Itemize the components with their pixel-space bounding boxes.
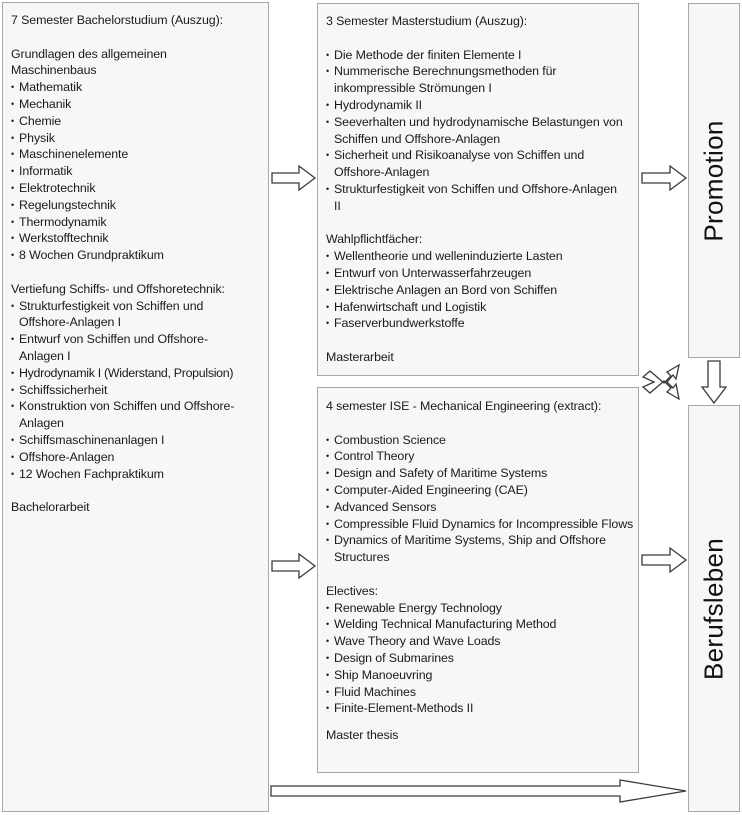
arrow-right-icon bbox=[271, 553, 317, 579]
arrow-right-icon bbox=[641, 165, 688, 191]
bachelor-basics-list bbox=[11, 79, 262, 264]
list-item: • Elektrische Anlagen an Bord von Schiffen bbox=[326, 282, 634, 299]
arrow-right-icon bbox=[641, 547, 688, 573]
list-item: • Strukturfestigkeit von Schiffen und Offshore-Anlagen II bbox=[326, 181, 619, 215]
list-item: • Chemie bbox=[11, 113, 262, 130]
list-item: • Wellentheorie und welleninduzierte Lasten bbox=[326, 248, 634, 265]
list-item: • Entwurf von Unterwasserfahrzeugen bbox=[326, 265, 634, 282]
list-item: • Entwurf von Schiffen und Offshore-Anlagen I bbox=[11, 331, 244, 365]
list-item: • Design and Safety of Maritime Systems bbox=[326, 465, 635, 482]
diagonal-double-arrow-icon bbox=[642, 362, 686, 402]
list-item: • Nummerische Berechnungsmethoden für inkompressible Strömungen I bbox=[326, 63, 594, 97]
ise-title: 4 semester ISE - Mechanical Engineering (extract): bbox=[326, 399, 602, 413]
bachelor-specialization-list bbox=[11, 298, 261, 483]
arrow-long-right-icon bbox=[270, 779, 688, 805]
list-item: • Control Theory bbox=[326, 448, 635, 465]
list-item: • Konstruktion von Schiffen und Offshore-Anlagen bbox=[11, 398, 271, 432]
list-item: • Physik bbox=[11, 130, 262, 147]
ise-electives-list bbox=[326, 600, 635, 718]
bachelor-thesis: Bachelorarbeit bbox=[11, 500, 90, 515]
career-box bbox=[688, 405, 740, 812]
list-item: • Die Methode der finiten Elemente I bbox=[326, 47, 634, 64]
list-item: • Werkstofftechnik bbox=[11, 230, 262, 247]
list-item: • Advanced Sensors bbox=[326, 499, 635, 516]
bachelor-basics-heading: Grundlagen des allgemeinen bbox=[11, 46, 167, 61]
list-item: • Hydrodynamik II bbox=[326, 97, 634, 114]
list-item: • Schiffssicherheit bbox=[11, 382, 261, 399]
list-item: • Design of Submarines bbox=[326, 650, 635, 667]
ise-box bbox=[317, 387, 639, 773]
promotion-box bbox=[688, 3, 740, 358]
list-item: • Regelungstechnik bbox=[11, 197, 262, 214]
list-item: • Elektrotechnik bbox=[11, 180, 262, 197]
bachelor-box bbox=[2, 2, 269, 812]
master-electives-heading: Wahlpflichtfächer: bbox=[326, 232, 423, 247]
arrow-down-icon bbox=[701, 360, 727, 404]
list-item: • Compressible Fluid Dynamics for Incompressible Flows bbox=[326, 516, 639, 533]
master-box bbox=[317, 3, 639, 376]
list-item: • Computer-Aided Engineering (CAE) bbox=[326, 482, 635, 499]
list-item: • Hafenwirtschaft und Logistik bbox=[326, 299, 634, 316]
arrow-right-icon bbox=[271, 165, 317, 191]
list-item: • Sicherheit und Risikoanalyse von Schiffen und Offshore-Anlagen bbox=[326, 147, 624, 181]
career-label: Berufsleben bbox=[698, 537, 729, 680]
list-item: • Wave Theory and Wave Loads bbox=[326, 633, 635, 650]
bachelor-specialization-heading: Vertiefung Schiffs- und Offshoretechnik: bbox=[11, 281, 225, 296]
ise-thesis: Master thesis bbox=[326, 728, 399, 743]
list-item: • Seeverhalten und hydrodynamische Belastungen von Schiffen und Offshore-Anlagen bbox=[326, 114, 642, 148]
list-item: • Informatik bbox=[11, 163, 262, 180]
list-item: • Strukturfestigkeit von Schiffen und Offshore-Anlagen I bbox=[11, 298, 239, 332]
ise-electives-heading: Electives: bbox=[326, 583, 379, 598]
list-item: • Combustion Science bbox=[326, 432, 635, 449]
ise-courses-list bbox=[326, 432, 635, 566]
list-item: • Renewable Energy Technology bbox=[326, 600, 635, 617]
list-item: • Mathematik bbox=[11, 79, 262, 96]
master-title: 3 Semester Masterstudium (Auszug): bbox=[326, 14, 528, 28]
list-item: • Offshore-Anlagen bbox=[11, 449, 261, 466]
list-item: • Maschinenelemente bbox=[11, 146, 262, 163]
master-electives-list bbox=[326, 248, 634, 332]
list-item: • Welding Technical Manufacturing Method bbox=[326, 616, 635, 633]
list-item: • Mechanik bbox=[11, 96, 262, 113]
bachelor-title: 7 Semester Bachelorstudium (Auszug): bbox=[11, 13, 223, 27]
list-item: • Faserverbundwerkstoffe bbox=[326, 315, 634, 332]
list-item: • 12 Wochen Fachpraktikum bbox=[11, 466, 261, 483]
list-item: • Schiffsmaschinenanlagen I bbox=[11, 432, 261, 449]
promotion-label: Promotion bbox=[698, 119, 729, 242]
master-courses-list bbox=[326, 47, 634, 215]
bachelor-basics-heading-cont: Maschinenbaus bbox=[11, 63, 97, 78]
list-item: • Hydrodynamik I (Widerstand, Propulsion) bbox=[11, 365, 261, 382]
list-item: • Dynamics of Maritime Systems, Ship and Offshore Structures bbox=[326, 532, 644, 566]
list-item: • Finite-Element-Methods II bbox=[326, 700, 635, 717]
master-thesis: Masterarbeit bbox=[326, 349, 394, 364]
list-item: • Ship Manoeuvring bbox=[326, 667, 635, 684]
list-item: • Fluid Machines bbox=[326, 684, 635, 701]
list-item: • Thermodynamik bbox=[11, 214, 262, 231]
list-item: • 8 Wochen Grundpraktikum bbox=[11, 247, 262, 264]
